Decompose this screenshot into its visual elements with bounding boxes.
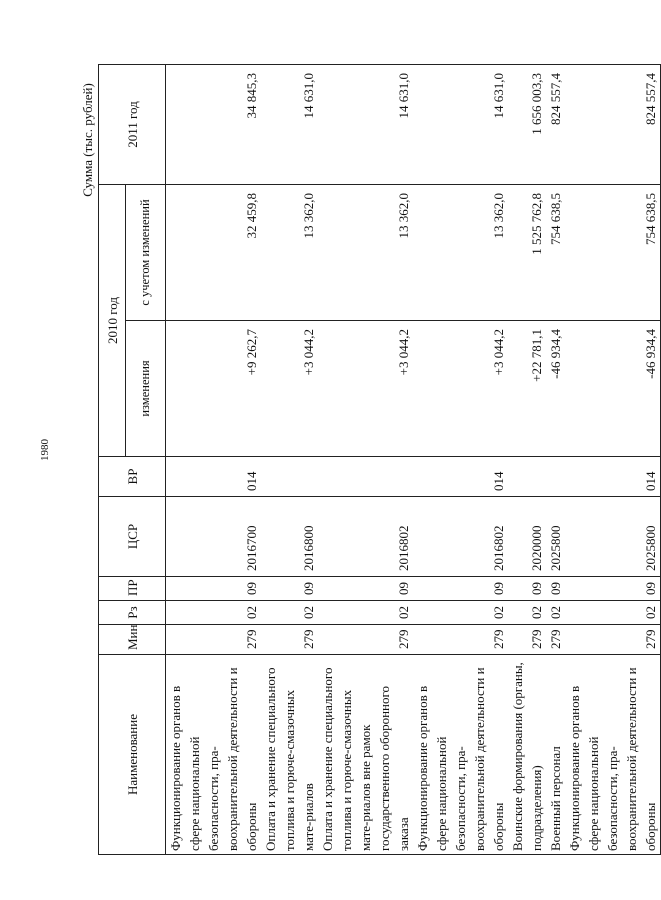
header-rz: Рз bbox=[99, 601, 166, 625]
row-with-changes: 13 362,0 bbox=[318, 185, 413, 321]
row-rz: 02 bbox=[546, 601, 565, 625]
row-rz: 02 bbox=[565, 601, 661, 625]
table-body bbox=[166, 65, 661, 855]
row-with-changes: 13 362,0 bbox=[261, 185, 318, 321]
header-vr: ВР bbox=[99, 457, 166, 497]
header-with-changes: с учетом изменений bbox=[126, 185, 166, 321]
row-vr: 014 bbox=[565, 457, 661, 497]
row-pr: 09 bbox=[413, 577, 508, 601]
row-with-changes: 754 638,5 bbox=[546, 185, 565, 321]
header-year-2010: 2010 год bbox=[99, 185, 126, 457]
row-changes: +9 262,7 bbox=[166, 321, 262, 457]
header-pr: ПР bbox=[99, 577, 166, 601]
header-min: Мин bbox=[99, 625, 166, 655]
table-row bbox=[318, 65, 413, 855]
row-pr: 09 bbox=[261, 577, 318, 601]
row-min: 279 bbox=[546, 625, 565, 655]
row-name: Оплата и хранение специального топлива и горюче-смазочных мате-риалов вне рамок государственного оборонного заказа bbox=[318, 655, 413, 855]
row-changes: +22 781,1 bbox=[508, 321, 546, 457]
row-rz: 02 bbox=[318, 601, 413, 625]
table-row bbox=[261, 65, 318, 855]
row-changes: +3 044,2 bbox=[261, 321, 318, 457]
table-row bbox=[508, 65, 546, 855]
row-csr: 2016802 bbox=[318, 497, 413, 577]
row-rz: 02 bbox=[508, 601, 546, 625]
row-2011: 824 557,4 bbox=[546, 65, 565, 185]
budget-table bbox=[98, 64, 661, 855]
row-vr bbox=[261, 457, 318, 497]
row-changes: +3 044,2 bbox=[413, 321, 508, 457]
row-name: Функционирование органов в сфере национальной безопасности, пра-воохранительной деятельности и обороны bbox=[565, 655, 661, 855]
row-pr: 09 bbox=[166, 577, 262, 601]
row-2011: 824 557,4 bbox=[565, 65, 661, 185]
row-name: Военный персонал bbox=[546, 655, 565, 855]
row-csr: 2016802 bbox=[413, 497, 508, 577]
row-csr: 2020000 bbox=[508, 497, 546, 577]
row-pr: 09 bbox=[508, 577, 546, 601]
row-min: 279 bbox=[318, 625, 413, 655]
row-rz: 02 bbox=[261, 601, 318, 625]
table-row bbox=[565, 65, 661, 855]
row-pr: 09 bbox=[565, 577, 661, 601]
header-name: Наименование bbox=[99, 655, 166, 855]
row-csr: 2016800 bbox=[261, 497, 318, 577]
row-2011: 14 631,0 bbox=[413, 65, 508, 185]
table-header bbox=[99, 65, 166, 855]
row-csr: 2025800 bbox=[565, 497, 661, 577]
row-min: 279 bbox=[166, 625, 262, 655]
row-2011: 34 845,3 bbox=[166, 65, 262, 185]
row-vr: 014 bbox=[166, 457, 262, 497]
table-row bbox=[413, 65, 508, 855]
row-changes: +3 044,2 bbox=[318, 321, 413, 457]
row-2011: 14 631,0 bbox=[261, 65, 318, 185]
row-2011: 1 656 003,3 bbox=[508, 65, 546, 185]
row-min: 279 bbox=[565, 625, 661, 655]
row-name: Воинские формирования (органы, подразделения) bbox=[508, 655, 546, 855]
table-row bbox=[546, 65, 565, 855]
table-row bbox=[166, 65, 262, 855]
row-min: 279 bbox=[508, 625, 546, 655]
header-csr: ЦСР bbox=[99, 497, 166, 577]
row-vr bbox=[318, 457, 413, 497]
row-rz: 02 bbox=[166, 601, 262, 625]
row-name: Оплата и хранение специального топлива и горюче-смазочных мате-риалов bbox=[261, 655, 318, 855]
row-pr: 09 bbox=[546, 577, 565, 601]
row-changes: -46 934,4 bbox=[565, 321, 661, 457]
row-csr: 2025800 bbox=[546, 497, 565, 577]
row-csr: 2016700 bbox=[166, 497, 262, 577]
row-with-changes: 13 362,0 bbox=[413, 185, 508, 321]
row-changes: -46 934,4 bbox=[546, 321, 565, 457]
header-year-2011: 2011 год bbox=[99, 65, 166, 185]
header-changes: изменения bbox=[126, 321, 166, 457]
units-caption: Сумма (тыс. рублей) bbox=[80, 83, 95, 197]
row-with-changes: 32 459,8 bbox=[166, 185, 262, 321]
row-vr bbox=[508, 457, 546, 497]
row-name: Функционирование органов в сфере национальной безопасности, пра-воохранительной деятельности и обороны bbox=[166, 655, 262, 855]
row-vr: 014 bbox=[413, 457, 508, 497]
page-number: 1980 bbox=[39, 439, 51, 461]
row-name: Функционирование органов в сфере национальной безопасности, пра-воохранительной деятельности и обороны bbox=[413, 655, 508, 855]
row-with-changes: 1 525 762,8 bbox=[508, 185, 546, 321]
row-rz: 02 bbox=[413, 601, 508, 625]
row-min: 279 bbox=[413, 625, 508, 655]
rotated-table-wrapper bbox=[98, 65, 658, 855]
row-pr: 09 bbox=[318, 577, 413, 601]
row-with-changes: 754 638,5 bbox=[565, 185, 661, 321]
row-2011: 14 631,0 bbox=[318, 65, 413, 185]
row-vr bbox=[546, 457, 565, 497]
row-min: 279 bbox=[261, 625, 318, 655]
